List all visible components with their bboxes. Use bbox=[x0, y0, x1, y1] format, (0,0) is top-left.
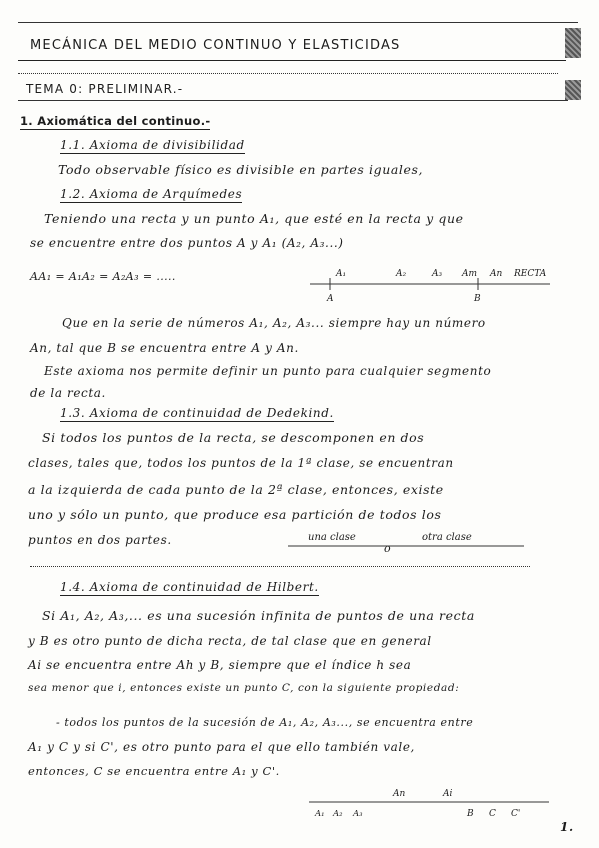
arquimedes-after-1: Que en la serie de números A₁, A₂, A₃... siempre hay un número bbox=[62, 316, 486, 330]
hilbert-label-b: B bbox=[467, 809, 474, 819]
hilbert-label-ai: Ai bbox=[443, 789, 453, 799]
hilbert-line-2: y B es otro punto de dicha recta, de tal clase que en general bbox=[28, 634, 432, 648]
page-number: 1. bbox=[560, 820, 574, 834]
dedekind-diagram bbox=[288, 526, 528, 558]
section-divider bbox=[30, 566, 530, 567]
label-point-a: A bbox=[327, 294, 334, 304]
label-recta: RECTA bbox=[514, 269, 547, 279]
hilbert-line-4: sea menor que i, entonces existe un punto C, con la siguiente propiedad: bbox=[28, 682, 460, 694]
section-1-heading: 1. Axiomática del continuo.- bbox=[20, 114, 211, 128]
section-1-4-heading: 1.4. Axioma de continuidad de Hilbert. bbox=[60, 580, 319, 594]
section-1-2-line-1: Teniendo una recta y un punto A₁, que esté en la recta y que bbox=[44, 211, 464, 226]
hilbert-label-an: An bbox=[393, 789, 406, 799]
label-an: An bbox=[490, 269, 503, 279]
label-a3: A₃ bbox=[432, 269, 443, 279]
label-point-b: B bbox=[474, 294, 481, 304]
arquimedes-after-4: de la recta. bbox=[30, 386, 106, 400]
margin-mark-2 bbox=[565, 80, 581, 100]
dedekind-line-4: uno y sólo un punto, que produce esa partición de todos los bbox=[28, 507, 442, 522]
arquimedes-formula: AA₁ = A₁A₂ = A₂A₃ = ..... bbox=[30, 270, 176, 283]
dedekind-left-label: una clase bbox=[308, 532, 356, 543]
hilbert-diagram bbox=[305, 782, 555, 822]
top-rule bbox=[18, 22, 578, 23]
dedekind-line-2: clases, tales que, todos los puntos de la 1ª clase, se encuentran bbox=[28, 456, 454, 470]
hilbert-label-c: C bbox=[489, 809, 496, 819]
dedekind-point: o bbox=[384, 542, 391, 555]
section-1-2-heading: 1.2. Axioma de Arquímedes bbox=[60, 187, 243, 201]
arquimedes-diagram bbox=[300, 262, 560, 304]
arquimedes-after-2: An, tal que B se encuentra entre A y An. bbox=[30, 341, 299, 355]
title-underline bbox=[18, 60, 566, 61]
section-1-1-text: Todo observable físico es divisible en partes iguales, bbox=[58, 162, 424, 177]
dedekind-line-1: Si todos los puntos de la recta, se descomponen en dos bbox=[42, 430, 425, 445]
tema-heading: TEMA 0: PRELIMINAR.- bbox=[26, 82, 184, 96]
margin-mark-1 bbox=[565, 28, 581, 58]
tema-underline bbox=[18, 100, 568, 101]
section-1-2-line-2: se encuentre entre dos puntos A y A₁ (A₂, A₃...) bbox=[30, 236, 344, 250]
dedekind-line-5: puntos en dos partes. bbox=[28, 533, 172, 547]
arquimedes-after-3: Este axioma nos permite definir un punto para cualquier segmento bbox=[44, 364, 492, 378]
tema-top-rule bbox=[18, 73, 558, 74]
label-am: Am bbox=[462, 269, 478, 279]
dedekind-line-3: a la izquierda de cada punto de la 2ª clase, entonces, existe bbox=[28, 482, 444, 497]
hilbert-label-a1: A₁ bbox=[315, 809, 325, 819]
section-1-3-heading: 1.3. Axioma de continuidad de Dedekind. bbox=[60, 406, 334, 420]
label-a2: A₂ bbox=[396, 269, 407, 279]
section-1-1-heading: 1.1. Axioma de divisibilidad bbox=[60, 138, 245, 152]
label-a1: A₁ bbox=[336, 269, 347, 279]
hilbert-line-3: Ai se encuentra entre Ah y B, siempre que el índice h sea bbox=[28, 658, 412, 672]
page-title: MECÁNICA DEL MEDIO CONTINUO Y ELASTICIDAS bbox=[30, 38, 401, 53]
dedekind-right-label: otra clase bbox=[422, 532, 472, 543]
hilbert-line-5: - todos los puntos de la sucesión de A₁, A₂, A₃..., se encuentra entre bbox=[56, 716, 474, 729]
hilbert-line-1: Si A₁, A₂, A₃,... es una sucesión infinita de puntos de una recta bbox=[42, 608, 475, 623]
hilbert-label-a2: A₂ bbox=[333, 809, 343, 819]
hilbert-line-7: entonces, C se encuentra entre A₁ y C'. bbox=[28, 764, 280, 778]
hilbert-label-c-prime: C' bbox=[511, 809, 521, 819]
hilbert-line-6: A₁ y C y si C', es otro punto para el que ello también vale, bbox=[28, 740, 415, 754]
hilbert-label-a3: A₃ bbox=[353, 809, 363, 819]
